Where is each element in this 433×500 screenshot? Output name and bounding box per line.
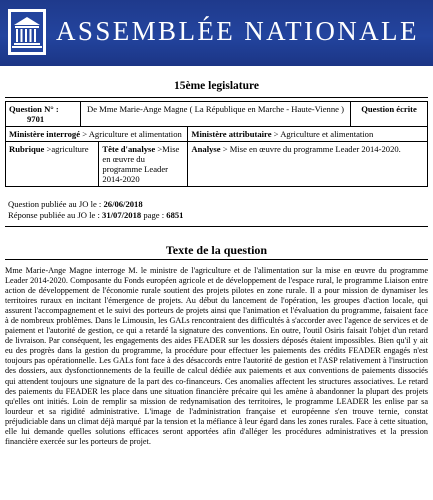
question-author-cell	[81, 102, 351, 127]
header-banner	[0, 0, 433, 66]
question-number-cell	[6, 102, 81, 127]
question-author: De Mme Marie-Ange Magne ( La République en Marche - Haute-Vienne )	[87, 104, 344, 114]
question-number: 9701	[27, 114, 45, 124]
tete-analyse-cell	[99, 142, 188, 187]
ministere-interroge-label: Ministère interrogé	[9, 129, 81, 139]
question-type-cell	[351, 102, 428, 127]
tete-analyse-label: Tête d'analyse	[102, 144, 156, 154]
published-date: 26/06/2018	[103, 199, 143, 209]
question-text: Mme Marie-Ange Magne interroge M. le ministre de l'agriculture et de l'alimentation sur la mise en œuvre du programme Leader 2014-2020. Composante du Fonds européen agricole et de développement de l'espace rural, le programme Liaison entre action de développement de l'économie rurale soutient des projets pilotes en zone rurale. Il a pour mission de dynamiser les territoires ruraux en incitant l'émergence de projets. Au début du lancement de l'opération, les groupes d'action locale, qui assurent l'accompagnement et le suivi des porteurs de projets ainsi que l'animation et l'évaluation du programme, faisaient face à de nombreux problèmes. Dans le Limousin, les GALs rencontraient des difficultés à s'accorder avec l'agence de services et de paiement et l'autorité de gestion, ce qui a retardé la signature des conventions. En outre, l'outil Osiris faisait l'objet d'un retard de livraison. Par conséquent, les engagements des aides FEADER sur les dossiers déposés étaient impossibles. Bien qu'il y ait eu des progrès dans la gestion du programme, la procédure pour effectuer les paiements des crédits FEADER engagés n'est toujours pas opérationnelle. Les GALs font face à des désaccords entre l'autorité de gestion et l'ASP relativement à l'instruction des dossiers, aux dysfonctionnements de la feuille de calcul dédiée aux paiements et aux conventions de paiements dissociés qui attendent toujours une signature de la part des co-financeurs. Ces anomalies affectent les structures associatives. Le retard des paiements du FEADER les place dans une situation financière précaire qui les amène à abandonner la plupart des projets qu'elles ont initiés. Loin de remplir sa mission de redynamisation des territoires, le programme LEADER les enlise par sa lourdeur et sa rigidité administrative. L'image de l'administration française et européenne s'en trouve ternie, constat préjudiciable dans un climat déjà marqué par la tension et la méfiance à leur égard dans les zones rurales. Face à cette situation, elle lui demande quelles solutions efficaces seront apportées afin d'alléger les procédures administratives et la pression financière exercée sur les porteurs de projet.	[5, 266, 428, 446]
page-number: 6851	[166, 210, 184, 220]
question-type: Question écrite	[361, 104, 417, 114]
ministere-interroge-value: > Agriculture et alimentation	[82, 129, 182, 139]
tete-analyse-value: >Mise en œuvre du programme Leader 2014-2020	[102, 144, 180, 184]
page-label: page :	[143, 210, 165, 220]
ministere-attributaire-value: > Agriculture et alimentation	[273, 129, 374, 139]
divider	[5, 226, 428, 227]
legislature-heading: 15ème legislature	[173, 80, 260, 92]
ministere-attributaire-label: Ministère attributaire	[191, 129, 272, 139]
response-label: Réponse publiée au JO le :	[8, 210, 100, 220]
assemblee-nationale-logo-icon	[8, 9, 46, 55]
analyse-label: Analyse	[191, 144, 221, 154]
site-title: ASSEMBLÉE NATIONALE	[56, 16, 419, 46]
response-date: 31/07/2018	[102, 210, 142, 220]
ministere-interroge-cell	[6, 127, 188, 142]
question-info-table	[5, 101, 428, 187]
rubrique-cell	[6, 142, 99, 187]
published-label: Question publiée au JO le :	[8, 199, 102, 209]
divider	[5, 259, 428, 260]
analyse-value: > Mise en œuvre du programme Leader 2014-2020.	[222, 144, 401, 154]
question-number-label: Question N° :	[9, 104, 59, 114]
rubrique-label: Rubrique	[9, 144, 45, 154]
analyse-cell	[188, 142, 428, 187]
ministere-attributaire-cell	[188, 127, 428, 142]
rubrique-value: >agriculture	[46, 144, 89, 154]
divider	[5, 97, 428, 98]
section-title: Texte de la question	[165, 243, 268, 257]
publication-info	[8, 199, 183, 221]
